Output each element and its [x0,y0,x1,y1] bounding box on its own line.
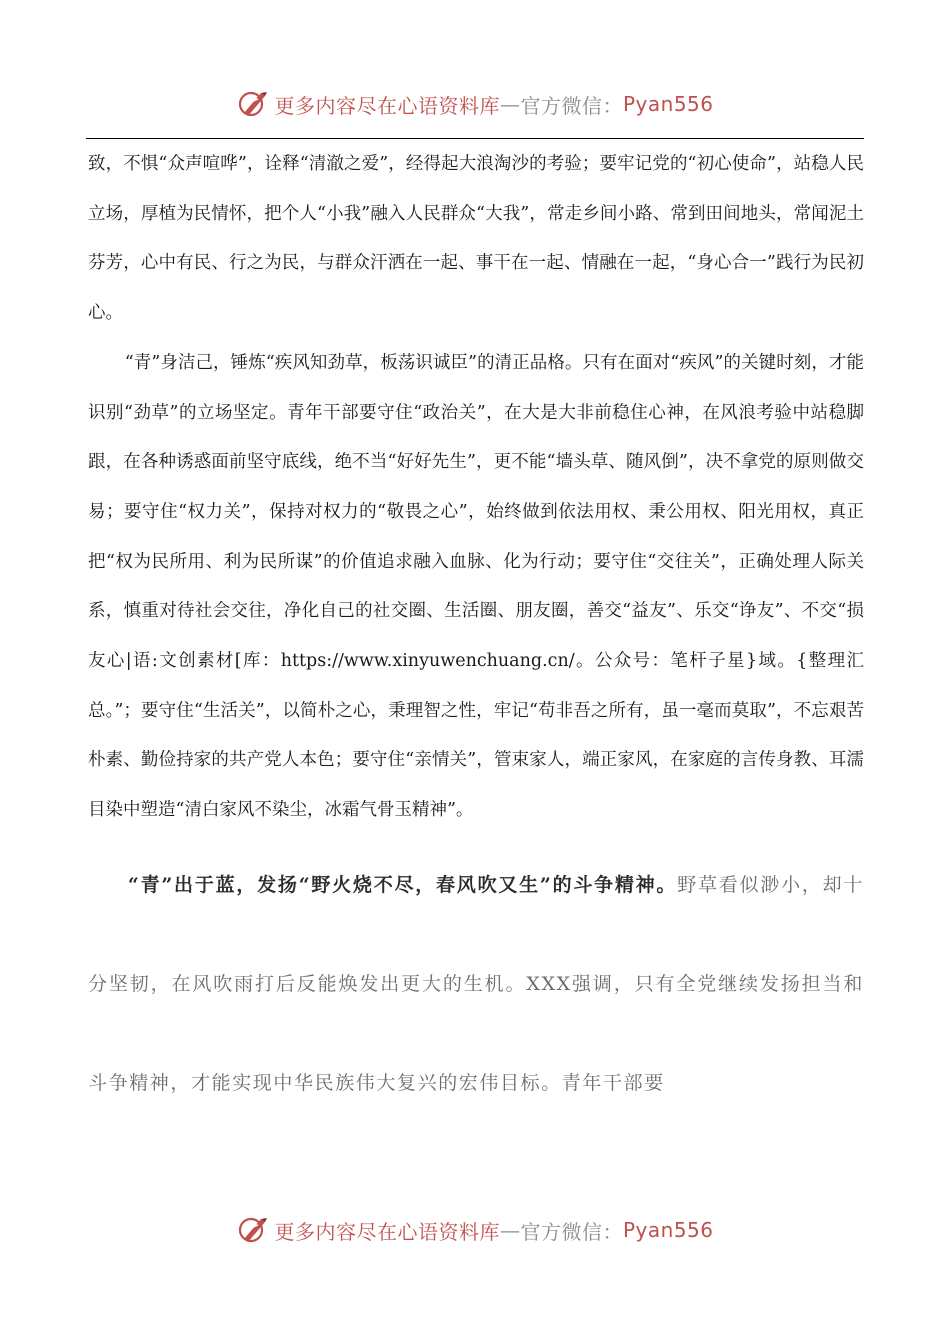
header-dash: — [499,92,521,116]
document-body [88,140,864,1133]
header-banner [0,84,950,124]
pen-logo-icon [236,87,270,121]
footer-dash: — [499,1218,521,1242]
header-brand: 更多内容尽在心语资料库 [274,93,500,118]
footer-wechat-label: 官方微信： [520,1219,623,1244]
header-divider [86,138,864,139]
footer-banner [0,1210,950,1250]
header-wechat-label: 官方微信： [520,93,623,118]
header-wechat-id: Pyan556 [622,92,714,116]
pen-logo-icon [236,1213,270,1247]
paragraph-3-rest: 野草看似渺小，却十分坚韧，在风吹雨打后反能焕发出更大的生机。XXX强调，只有全党继续发扬担当和斗争精神，才能实现中华民族伟大复兴的宏伟目标。青年干部要 [88,873,864,1094]
paragraph-2: “青”身洁己，锤炼“疾风知劲草，板荡识诚臣”的清正品格。只有在面对“疾风”的关键时刻，才能识别“劲草”的立场坚定。青年干部要守住“政治关”，在大是大非前稳住心神，在风浪考验中站稳脚跟，在各种诱惑面前坚守底线，绝不当“好好先生”，更不能“墙头草、随风倒”，决不拿党的原则做交易；要守住“权力关”，保持对权力的“敬畏之心”，始终做到依法用权、秉公用权、阳光用权，真正把“权为民所用、利为民所谋”的价值追求融入血脉、化为行动；要守住“交往关”，正确处理人际关系，慎重对待社会交往，净化自己的社交圈、生活圈、朋友圈，善交“益友”、乐交“诤友”、不交“损友心|语:文创素材[库：https://www.xinyuwenchuang.cn/。公众号：笔杆子星}域。{整理汇总。”；要守住“生活关”，以简朴之心，秉理智之性，牢记“苟非吾之所有，虽一毫而莫取”，不忘艰苦朴素、勤俭持家的共产党人本色；要守住“亲情关”，管束家人，端正家风，在家庭的言传身教、耳濡目染中塑造“清白家风不染尘，冰霜气骨玉精神”。 [88,352,864,821]
paragraph-1: 致，不惧“众声喧哗”，诠释“清澈之爱”，经得起大浪淘沙的考验；要牢记党的“初心使命”，站稳人民立场，厚植为民情怀，把个人“小我”融入人民群众“大我”，常走乡间小路、常到田间地头，常闻泥土芬芳，心中有民、行之为民，与群众汗洒在一起、事干在一起、情融在一起，“身心合一”践行为民初心。 [88,154,864,324]
footer-wechat-id: Pyan556 [622,1218,714,1242]
paragraph-3-lead: “青”出于蓝，发扬“野火烧不尽，春风吹又生”的斗争精神。 [127,873,678,896]
footer-brand: 更多内容尽在心语资料库 [274,1219,500,1244]
paragraph-3 [88,836,864,1133]
